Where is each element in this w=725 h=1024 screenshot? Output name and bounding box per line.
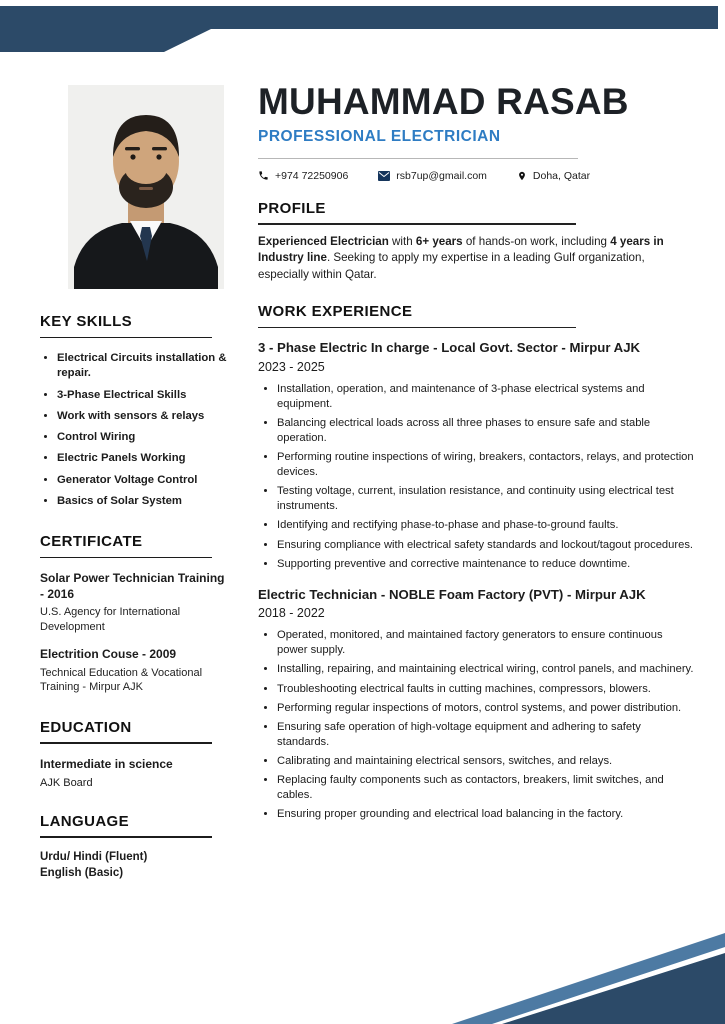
work-experience-section [258, 303, 694, 822]
skill-item: • Control Wiring [57, 430, 230, 445]
skill-item: • Electric Panels Working [57, 451, 230, 466]
education-section [40, 719, 230, 789]
certificate-detail: U.S. Agency for International Development [40, 606, 181, 633]
job-bullet-list [258, 382, 694, 572]
job-title: 3 - Phase Electric In charge - Local Govt. Sector - Mirpur AJK [258, 340, 641, 356]
job-bullet: • Ensuring safe operation of high-voltage equipment and adhering to safety standards. [277, 720, 694, 750]
job-bullet: • Installing, repairing, and maintaining electrical wiring, control panels, and machinery. [277, 662, 694, 677]
language-item: Urdu/ Hindi (Fluent) [40, 850, 148, 863]
language-list [40, 851, 230, 879]
main-column [258, 82, 694, 826]
job-bullet-list [258, 628, 694, 822]
profile-heading: PROFILE [258, 200, 694, 225]
job-title: Electric Technician - NOBLE Foam Factory (PVT) - Mirpur AJK [258, 586, 646, 602]
professional-title: PROFESSIONAL ELECTRICIAN [258, 127, 501, 145]
job-bullet: • Replacing faulty components such as contactors, breakers, limit switches, and cables. [277, 773, 694, 803]
job-entry [258, 587, 694, 823]
job-bullet: • Testing voltage, current, insulation resistance, and continuity using electrical test instruments. [277, 484, 694, 514]
work-experience-heading: WORK EXPERIENCE [258, 303, 694, 328]
certificate-heading: CERTIFICATE [40, 533, 230, 558]
profile-text: Experienced Electrician with 6+ years of hands-on work, including 4 years in Industry line. Seeking to apply my expertise in a leading Gulf organization, especially within Qatar. [258, 234, 664, 281]
job-bullet: • Calibrating and maintaining electrical sensors, switches, and relays. [277, 754, 694, 769]
skill-item: • Generator Voltage Control [57, 473, 230, 488]
job-period: 2018 - 2022 [258, 606, 325, 621]
certificate-entry [40, 571, 230, 634]
education-board: AJK Board [40, 776, 93, 789]
bottom-triangle-shape [502, 953, 725, 1024]
job-period: 2023 - 2025 [258, 359, 325, 374]
key-skills-list [40, 351, 230, 509]
job-bullet: • Troubleshooting electrical faults in cutting machines, compressors, blowers. [277, 682, 694, 697]
certificate-detail: Technical Education & Vocational Training - Mirpur AJK [40, 666, 203, 694]
phone-icon [258, 170, 269, 181]
certificate-list [40, 571, 230, 695]
job-bullet: • Performing regular inspections of motors, control systems, and power distribution. [277, 701, 694, 716]
candidate-name: MUHAMMAD RASAB [258, 81, 629, 122]
job-bullet: • Identifying and rectifying phase-to-phase and phase-to-ground faults. [277, 518, 694, 533]
contact-location [517, 170, 590, 182]
job-entry [258, 340, 694, 572]
certificate-title: Solar Power Technician Training - 2016 [40, 571, 225, 601]
certificate-title: Electrition Couse - 2009 [40, 647, 177, 662]
portrait-illustration [68, 85, 224, 289]
top-banner-shape [0, 6, 718, 52]
key-skills-heading: KEY SKILLS [40, 313, 230, 338]
contact-row [258, 170, 694, 182]
contact-phone-text: +974 72250906 [275, 169, 349, 182]
skill-item: • 3-Phase Electrical Skills [57, 388, 230, 403]
certificate-entry [40, 647, 230, 695]
language-section [40, 813, 230, 879]
contact-location-text: Doha, Qatar [532, 169, 591, 182]
contact-phone [258, 170, 348, 182]
job-bullet: • Operated, monitored, and maintained factory generators to ensure continuous power supply. [277, 628, 694, 658]
job-bullet: • Installation, operation, and maintenance of 3-phase electrical systems and equipment. [277, 382, 694, 412]
skill-item: • Electrical Circuits installation & repair. [57, 351, 230, 382]
job-bullet: • Balancing electrical loads across all three phases to ensure safe and stable operation. [277, 416, 694, 446]
education-degree: Intermediate in science [40, 756, 173, 771]
language-item: English (Basic) [40, 866, 124, 879]
profile-section [258, 200, 694, 283]
skill-item: • Work with sensors & relays [57, 409, 230, 424]
skill-item: • Basics of Solar System [57, 494, 230, 509]
contact-email-text: rsb7up@gmail.com [396, 169, 487, 182]
sidebar [40, 85, 230, 883]
education-heading: EDUCATION [40, 719, 230, 744]
language-heading: LANGUAGE [40, 813, 230, 838]
job-bullet: • Ensuring proper grounding and electrical load balancing in the factory. [277, 807, 694, 822]
job-bullet: • Supporting preventive and corrective maintenance to reduce downtime. [277, 557, 694, 572]
header-divider [258, 158, 578, 159]
certificate-section [40, 533, 230, 695]
job-bullet: • Ensuring compliance with electrical safety standards and lockout/tagout procedures. [277, 538, 694, 553]
envelope-icon [378, 171, 390, 181]
contact-email [378, 170, 487, 182]
key-skills-section [40, 313, 230, 509]
profile-photo [68, 85, 224, 289]
job-bullet: • Performing routine inspections of wiring, breakers, contactors, relays, and protection devices. [277, 450, 694, 480]
pin-icon [517, 170, 527, 182]
